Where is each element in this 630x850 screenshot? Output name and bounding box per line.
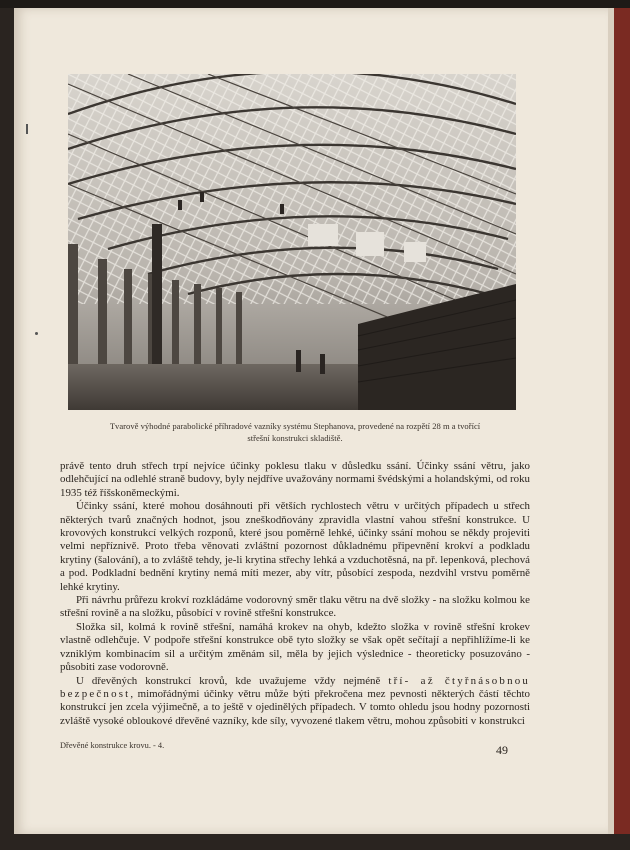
truss-illustration: [68, 74, 516, 410]
page-number: 49: [496, 743, 508, 757]
paragraph-text: , mimořádnými účinky větru může býti překročena mez pevnosti některých částí těchto konstrukcí jen zcela výjimečně, a to ještě v ojedinělých případech. V tomto ohledu jsou hodny pozornosti zvláště vysoké obloukové dřevěné vazníky, kde síly, vyvozené tlakem větru, mohou způsobiti v konstrukci: [60, 687, 530, 727]
margin-dot: [35, 332, 38, 335]
paragraph: Při návrhu průřezu krokví rozkládáme vodorovný směr tlaku větru na dvě složky - na složku kolmou ke střešní rovině a na složku, působící v rovině střešní konstrukce.: [60, 594, 530, 620]
paragraph: právě tento druh střech trpí nejvíce účinky poklesu tlaku v důsledku ssání. Účinky ssání větru, jako odlehčující na odlehlé straně budovy, byly nejdříve uvažovány normami švédskými a holandskými, od roku 1935 též říšskoněmeckými.: [60, 460, 530, 499]
book-cover-edge: [614, 8, 630, 850]
warehouse-truss-photo: [68, 74, 516, 410]
caption-line: střešní konstrukci skladiště.: [247, 433, 343, 443]
body-text: [60, 460, 530, 728]
scan-background-bottom: [0, 834, 630, 850]
paragraph: Účinky ssání, které mohou dosáhnouti při větších rychlostech větru v určitých případech u střech některých tvarů značných hodnot, jsou zneškodňovány zpravidla vlastní vahou střešní konstrukce. U krovových konstrukcí velkých rozponů, které jsou poměrně lehké, účinky ssání mohou se někdy projeviti velmi nepříznivě. Proto třeba věnovati zvláštní pozornost důkladnému připevnění krokví a podkladu krytiny (šalování), a to zvláště tehdy, je-li krytina střechy lehká a vzduchotěsná, na př. lepenková, plechová a pod. Podkladní bednění krytiny nemá míti mezer, aby vítr, působící zespoda, nezdvihl vrstvu poměrně lehké krytiny.: [60, 500, 530, 593]
scan-background-top: [0, 0, 630, 8]
margin-mark: [26, 124, 28, 134]
page-edge: [608, 8, 614, 834]
figure-caption: [60, 420, 530, 444]
paragraph: Složka sil, kolmá k rovině střešní, namáhá krokev na ohyb, kdežto složka v rovině střešní krokev vlastně odlehčuje. V podpoře střešní konstrukce obě tyto složky se však opět sečítají a nepřihlížíme-li ke vzniklým kombinacím sil a určitým změnám sil, měla by jejich výslednice - theoreticky posuzováno - působiti zase vodorovně.: [60, 620, 530, 674]
paragraph-text: U dřevěných konstrukcí krovů, kde uvažujeme vždy nejméně: [76, 674, 389, 687]
emphasized-text: tří- až čtyřnásobnou bezpečnost: [60, 674, 531, 700]
caption-line: Tvarově výhodné parabolické příhradové vazníky systému Stephanova, provedené na rozpětí 28 m a tvořící: [109, 421, 481, 431]
paragraph: [60, 675, 530, 729]
signature-mark: Dřevěné konstrukce krovu. - 4.: [60, 741, 165, 750]
